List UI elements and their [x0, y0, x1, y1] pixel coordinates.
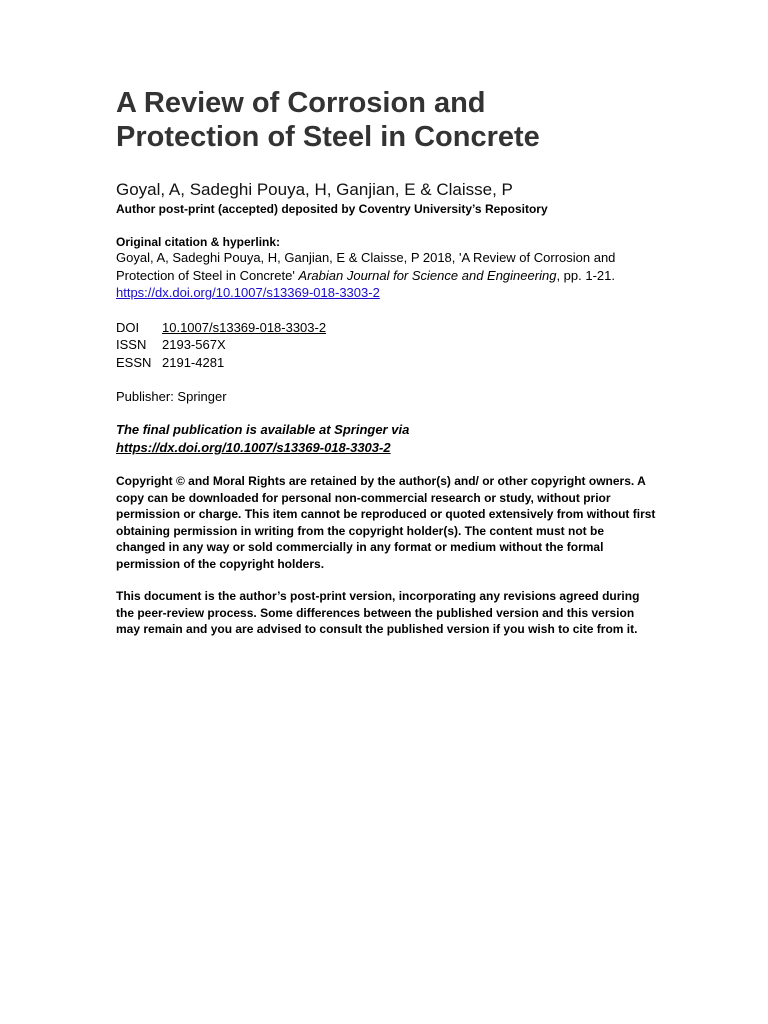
document-title	[116, 86, 656, 154]
citation-journal: Arabian Journal for Science and Engineering	[298, 267, 557, 283]
postprint-paragraph: This document is the author’s post-print version, incorporating any revisions agreed during the peer-review process. Some differences between the published version and this version may remain and you are advised to consult the published version if you wish to cite from it.	[116, 589, 640, 636]
title-line-1: A Review of Corrosion and	[116, 87, 486, 119]
copyright-paragraph: Copyright © and Moral Rights are retained by the author(s) and/ or other copyright owners. A copy can be downloaded for personal non-commercial research or study, without prior permission or charge. This item cannot be reproduced or quoted extensively from without first obtaining permission in writing from the copyright holder(s). The content must not be changed in any way or sold commercially in any format or medium without the formal permission of the copyright holders.	[116, 474, 656, 571]
issn-value: 2193-567X	[162, 337, 226, 352]
identifier-row-doi	[116, 319, 656, 337]
citation-heading: Original citation & hyperlink:	[116, 235, 281, 249]
citation-text-before: Goyal, A, Sadeghi Pouya, H, Ganjian, E & Claisse, P 2018, 'A Review of Corrosion and Protection of Steel in Concrete'	[116, 250, 616, 283]
identifier-key: DOI	[116, 319, 140, 335]
title-line-2: Protection of Steel in Concrete	[116, 121, 540, 153]
identifier-row-issn	[116, 336, 656, 354]
authors: Goyal, A, Sadeghi Pouya, H, Ganjian, E & Claisse, P	[116, 180, 513, 199]
final-publication-link[interactable]: https://dx.doi.org/10.1007/s13369-018-3303-2	[116, 440, 391, 455]
citation-link[interactable]: https://dx.doi.org/10.1007/s13369-018-3303-2	[116, 285, 380, 300]
doi-value[interactable]: 10.1007/s13369-018-3303-2	[162, 319, 327, 335]
identifier-row-essn	[116, 354, 656, 372]
citation-text	[116, 249, 656, 284]
identifier-key: ISSN	[116, 337, 147, 352]
citation-text-after: , pp. 1-21.	[556, 267, 615, 283]
identifiers-list	[116, 319, 656, 372]
publisher: Publisher: Springer	[116, 389, 227, 404]
identifier-key: ESSN	[116, 354, 152, 370]
final-publication-notice	[116, 421, 656, 457]
document-page	[116, 86, 656, 638]
final-publication-text: The final publication is available at Springer via	[116, 422, 410, 437]
essn-value: 2191-4281	[162, 354, 225, 370]
postprint-note: Author post-print (accepted) deposited by Coventry University’s Repository	[116, 202, 548, 216]
